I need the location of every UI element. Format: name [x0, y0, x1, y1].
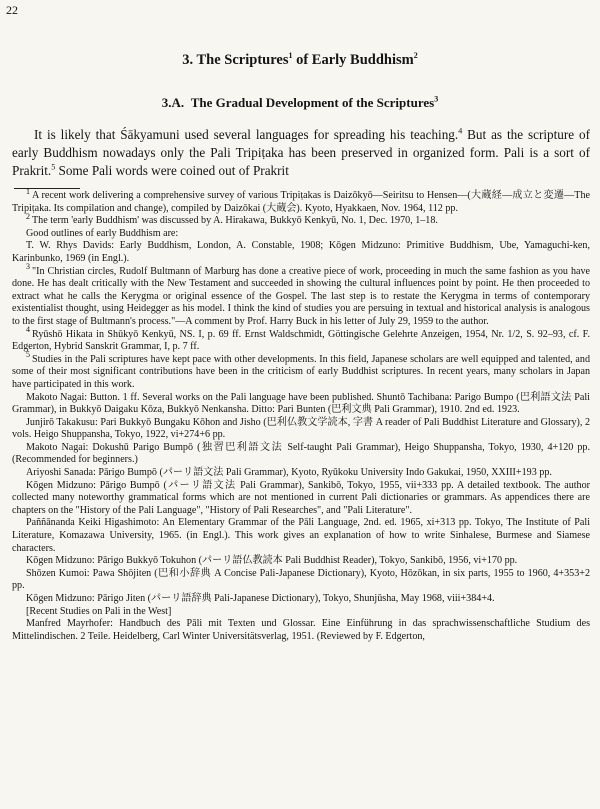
footnote [12, 417, 590, 442]
footnote-text: T. W. Rhys Davids: Early Buddhism, London, A. Constable, 1908; Kōgen Midzuno: Primitive Buddhism, Ube, Yamaguchi-ken, Karinbunko, 1969 (in Engl.). [12, 240, 590, 264]
footnote [12, 593, 590, 606]
footnote [12, 211, 590, 228]
footnote-text: Good outlines of early Buddhism are: [26, 227, 179, 239]
footnote-text: Ariyoshi Sanada: Pārigo Bumpō (パーリ語文法 Pali Grammar), Kyoto, Ryūkoku University Indo Gakukai, 1950, XXIII+193 pp. [26, 467, 552, 479]
footnote-text: Makoto Nagai: Dokushū Parigo Bumpō (独習巴利語文法 Self-taught Pali Grammar), Heigo Shuppansha, Tokyo, 1930, 4+120 pp. (Recommended for beginners.) [12, 441, 590, 466]
body-text-part-1: It is likely that Śākyamuni used several languages for spreading his teaching. [34, 127, 459, 142]
subsection-title [0, 95, 600, 111]
footnote [12, 517, 590, 555]
footnote [12, 186, 590, 215]
footnote [12, 240, 590, 265]
footnote [12, 262, 590, 329]
footnotes [12, 186, 590, 643]
footnote [12, 467, 590, 480]
footnote-number: 3 [26, 262, 30, 272]
footnote-ref-1: 1 [288, 51, 293, 61]
subsection-title-text: The Gradual Development of the Scriptures [190, 95, 435, 110]
footnote-divider [14, 188, 80, 189]
body-paragraph [12, 126, 590, 180]
section-title-text-end: of Early Buddhism [292, 52, 414, 68]
footnote-text: "In Christian circles, Rudolf Bultmann of Marburg has done a creative piece of work, proceeding in much the same fashion as you have done. He has dealt critically with the New Testament and succeeded in showing the cultural influences point by point. He then proceeded to extract what he calls the Kerygma or original essence of the Gospel. The last step is to restate the Kerygma in terms of contemporary existentialist thought, using Heidegger as his model. I think the kind of studies you are persuing in textual and historical analysis is analogous to the first stage of Bultmann's process."—A comment by Prof. Harry Buck in his letter of July 29, 1959 to the author. [12, 265, 590, 327]
footnote-text: Makoto Nagai: Button. 1 ff. Several works on the Pali language have been published. Shuntō Tachibana: Parigo Bumpo (巴利語文法 Pali Grammar), in Bukkyō Daigaku Kōza, Bukkyō Nenkansha. Ditto: Pari Bunten (巴利文典 Pali Grammar), 1910. 2nd ed. 1923. [12, 391, 590, 416]
footnote-number: 1 [26, 186, 30, 196]
footnote-ref-2: 2 [413, 51, 418, 61]
page-number: 22 [6, 3, 18, 17]
footnote-ref-5: 5 [51, 162, 56, 172]
footnote-text: Manfred Mayrhofer: Handbuch des Pāli mit Texten und Glossar. Eine Einführung in das sprachwissenschaftliche Studium des Mittelindischen. 2 Teile. Heidelberg, Carl Winter Universitätsverlag, 1951. (Reviewed by F. Edgerton, [12, 618, 590, 642]
footnote [12, 392, 590, 417]
footnote [12, 480, 590, 518]
footnote-text: Ryūshō Hikata in Shūkyō Kenkyū, NS. I, p. 69 ff. Ernst Waldschmidt, Göttingische Gelehrte Anzeigen, 1954, Nr. 1/2, S. 92–93, cf. F. Edgerton, Hybrid Sanskrit Grammar, I, p. 7 ff. [12, 328, 590, 353]
footnote [12, 555, 590, 568]
footnote [12, 325, 590, 354]
body-text-part-3: Some Pali words were coined out of Prakrit [55, 163, 289, 178]
footnote [12, 568, 590, 593]
section-title [0, 52, 600, 69]
footnote-text: [Recent Studies on Pali in the West] [26, 605, 172, 617]
footnote [12, 350, 590, 392]
footnote-text: Kōgen Midzuno: Pārigo Bumpō (パーリ語文法 Pali Grammar), Sankibō, Tokyo, 1955, vii+333 pp. A detailed textbook. The author collected many noteworthy grammatical forms which are not mentioned in current Pali dictionaries or grammars. As appendices there are chapters on the "History of the Pali Language", "History of Pali Researches", and "Pali Literature". [12, 479, 590, 516]
footnote-text: A recent work delivering a comprehensive survey of various Tripiṭakas is Daizōkyō—Seiritsu to Hensen—(大蔵経—成立と変遷—The Tripiṭaka. Its compilation and change), compiled by Daizōkai (大蔵会). Kyoto, Hyakkaen, Nov. 1964, 112 pp. [12, 190, 590, 214]
footnote-text: Paññānanda Keiki Higashimoto: An Elementary Grammar of the Pāli Language, 2nd. ed. 1965, xi+313 pp. Tokyo, The Institute of Pali Literature, Komazawa University, 1965. (in Engl.). This work gives an explanation of how to write Sinhalese, Burmese and Siamese characters. [12, 517, 590, 554]
footnote-text: Kōgen Midzuno: Pārigo Bukkyō Tokuhon (パーリ語仏教読本 Pali Buddhist Reader), Tokyo, Sankibō, 1956, vi+170 pp. [26, 555, 518, 567]
footnote-text: Kōgen Midzuno: Pārigo Jiten (パーリ語辞典 Pali-Japanese Dictionary), Tokyo, Shunjūsha, May 1968, viii+384+4. [26, 593, 495, 604]
footnote-number: 2 [26, 211, 30, 221]
footnote-text: The term 'early Buddhism' was discussed by A. Hirakawa, Bukkyō Kenkyū, No. 1, Dec. 1970, 1–18. [32, 215, 438, 227]
footnote-number: 4 [26, 325, 30, 335]
body-text-part-2: But as the scripture of early Buddhism nowadays only the Pali Tripiṭaka has been preserved in organized form. Pali is a sort of Prakrit. [12, 127, 590, 178]
footnote [12, 606, 590, 619]
footnote [12, 442, 590, 467]
footnote-ref-3: 3 [434, 94, 439, 104]
footnote [12, 618, 590, 643]
footnote-text: Studies in the Pali scriptures have kept pace with other developments. In this field, Japanese scholars are well equipped and talented, and some of their most significant contributions have been in the criticism of early Buddhist scriptures. In recent years, many scholars in Japan have participated in this work. [12, 353, 590, 390]
footnote-text: Shōzen Kumoi: Pawa Shōjiten (巴和小辞典 A Concise Pali-Japanese Dictionary), Kyoto, Hōzōkan, in six parts, 1955 to 1960, 4+353+2 pp. [12, 567, 590, 592]
footnote-ref-4: 4 [458, 126, 463, 136]
section-title-text: 3. The Scriptures [182, 52, 289, 68]
subsection-label: 3.A. [161, 95, 185, 110]
footnote [12, 228, 590, 241]
footnote-number: 5 [26, 350, 30, 360]
footnote-text: Junjirō Takakusu: Pari Bukkyō Bungaku Kōhon and Jisho (巴利仏教文学読本, 字書 A reader of Pali Buddhist Literature and Glossary), 2 vols. Heigo Shuppansha, Tokyo, 1922, vi+274+6 pp. [12, 416, 590, 441]
